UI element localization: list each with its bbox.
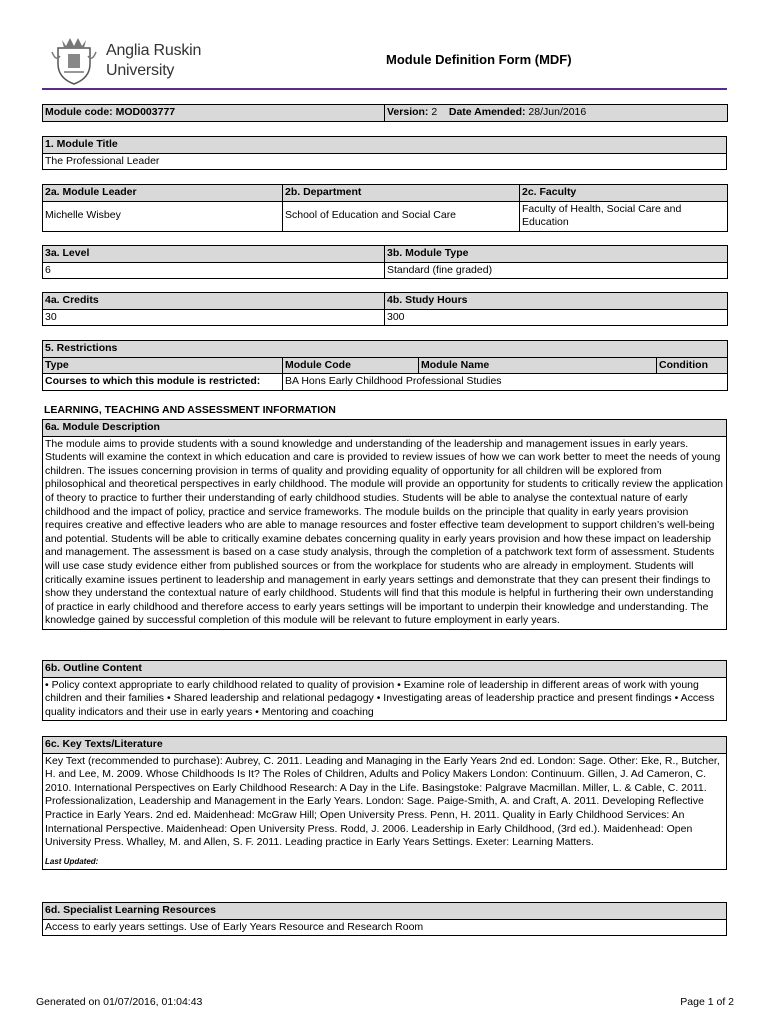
module-title-table bbox=[42, 136, 727, 170]
lta-heading: LEARNING, TEACHING AND ASSESSMENT INFORMATION bbox=[44, 404, 336, 416]
version-label: Version: bbox=[387, 106, 429, 118]
date-amended-value: 28/Jun/2016 bbox=[528, 106, 587, 118]
texts-text: Key Text (recommended to purchase): Aubrey, C. 2011. Leading and Managing in the Early Years 2nd ed. London: Sage. Other: Eke, R., Butcher, H. and Lee, M. 2009. Whose Childhoods Is It? The Roles of Children, Adults and Policy Makers London: Continuum. Gillen, J. Ad Cameron, C. 2010. International Perspectives on Early Childhood Research: A Day in the Life. Basingstoke: Palgrave Macmillan. Miller, L. & Cable, C. 2011. Professionalization, Leadership and Management in the Early Years. London: Sage. Paige-Smith, A. and Craft, A. 2011. Developing Reflective Practice in Early Years. 2nd ed. Maidenhead: McGraw Hill; Open University Press. Penn, H. 2011. Quality in Early Childhood Services: An International Perspective. Maidenhead: Open University Press. Rodd, J. 2006. Leadership in Early Childhood, (3rd ed.). Maidenhead: Open University Press. Whalley, M. and Allen, S. F. 2011. Leading practice in Early Years Settings. Exeter: Learning Matters. bbox=[45, 754, 720, 849]
version-value: 2 bbox=[431, 106, 438, 118]
col-module-code: Module Code bbox=[283, 357, 419, 374]
resources-heading: 6d. Specialist Learning Resources bbox=[43, 903, 727, 920]
description-heading: 6a. Module Description bbox=[43, 420, 727, 437]
last-updated: Last Updated: bbox=[45, 856, 99, 866]
header-rule bbox=[42, 88, 727, 90]
generated-timestamp: Generated on 01/07/2016, 01:04:43 bbox=[36, 996, 203, 1008]
credits-heading: 4a. Credits bbox=[43, 293, 385, 310]
faculty-value: Faculty of Health, Social Care and Education bbox=[520, 201, 728, 231]
resources-text: Access to early years settings. Use of Early Years Resource and Research Room bbox=[43, 919, 727, 936]
resources-table bbox=[42, 902, 727, 936]
module-type-heading: 3b. Module Type bbox=[385, 246, 728, 263]
col-module-name: Module Name bbox=[419, 357, 657, 374]
outline-table bbox=[42, 660, 727, 721]
module-leader-value: Michelle Wisbey bbox=[43, 201, 283, 231]
restrictions-table bbox=[42, 340, 728, 391]
logo-line1: Anglia Ruskin bbox=[106, 42, 202, 59]
version-date-cell bbox=[385, 105, 728, 122]
texts-table bbox=[42, 736, 727, 870]
date-amended-label: Date Amended: bbox=[448, 106, 526, 118]
module-code: Module code: MOD003777 bbox=[43, 105, 385, 122]
faculty-heading: 2c. Faculty bbox=[520, 185, 728, 202]
level-table bbox=[42, 245, 728, 279]
restrictions-heading: 5. Restrictions bbox=[43, 341, 728, 358]
restriction-row-value: BA Hons Early Childhood Professional Studies bbox=[283, 374, 728, 391]
logo-line2: University bbox=[106, 62, 175, 79]
study-hours-heading: 4b. Study Hours bbox=[385, 293, 728, 310]
level-value: 6 bbox=[43, 262, 385, 279]
university-logo bbox=[48, 34, 208, 86]
module-leader-heading: 2a. Module Leader bbox=[43, 185, 283, 202]
module-title-heading: 1. Module Title bbox=[43, 137, 727, 154]
department-heading: 2b. Department bbox=[283, 185, 520, 202]
description-table bbox=[42, 419, 727, 630]
credits-table bbox=[42, 292, 728, 326]
texts-heading: 6c. Key Texts/Literature bbox=[43, 737, 727, 754]
crest-icon bbox=[48, 34, 100, 86]
module-title-value: The Professional Leader bbox=[43, 153, 727, 170]
leader-table bbox=[42, 184, 728, 232]
credits-value: 30 bbox=[43, 309, 385, 326]
level-heading: 3a. Level bbox=[43, 246, 385, 263]
outline-heading: 6b. Outline Content bbox=[43, 661, 727, 678]
department-value: School of Education and Social Care bbox=[283, 201, 520, 231]
col-condition: Condition bbox=[657, 357, 728, 374]
study-hours-value: 300 bbox=[385, 309, 728, 326]
outline-text: • Policy context appropriate to early childhood related to quality of provision • Examine role of leadership in different areas of work with young children and their families • Shared leadership and relational pedagogy • Investigating areas of leadership practice and present findings • Access quality indicators and their use in early years • Mentoring and coaching bbox=[43, 677, 727, 721]
description-text: The module aims to provide students with a sound knowledge and understanding of the leadership and management issues in early years. Students will examine the context in which education and care is provided to review issues of how we can work better to meet the needs of young children. The issues concerning provision in terms of quality and providing equality of opportunity for all children will be explored from philosophical and theoretical perspectives in early childhood. The module will provide an opportunity for students to critically review the application of theory to practice to further their understanding of early childhood studies. Students will be able to analyse the contextual nature of early childhood and the impact of policy, practice and service frameworks. The module builds on the principle that quality in early years provision requires creative and effective leaders who are able to manage resources and foster effective team development to support children’s well-being and potential. Students will be able to critically examine debates concerning quality in early years provision and how these impact on leadership and management. The assessment is based on a case study analysis, through the completion of a patchwork text form of assessment. Students will use case study evidence either from published sources or from the workplace for students who are already in employment. Students will critically examine issues pertinent to leadership and management in early years settings and demonstrate that they can present their findings to show they understand the contextual nature of early childhood. Students will find that this module is helpful in furthering their own understanding of practice in early childhood and therefore access to early years settings will be important to underpin their knowledge and understanding. The knowledge gained by successful completion of this module will be relevant to future employment in early years. bbox=[43, 436, 727, 629]
form-title: Module Definition Form (MDF) bbox=[386, 52, 572, 67]
restriction-row-label: Courses to which this module is restricted: bbox=[43, 374, 283, 391]
module-type-value: Standard (fine graded) bbox=[385, 262, 728, 279]
texts-cell bbox=[43, 753, 727, 870]
page-number: Page 1 of 2 bbox=[680, 996, 734, 1008]
col-type: Type bbox=[43, 357, 283, 374]
code-row-table bbox=[42, 104, 728, 122]
